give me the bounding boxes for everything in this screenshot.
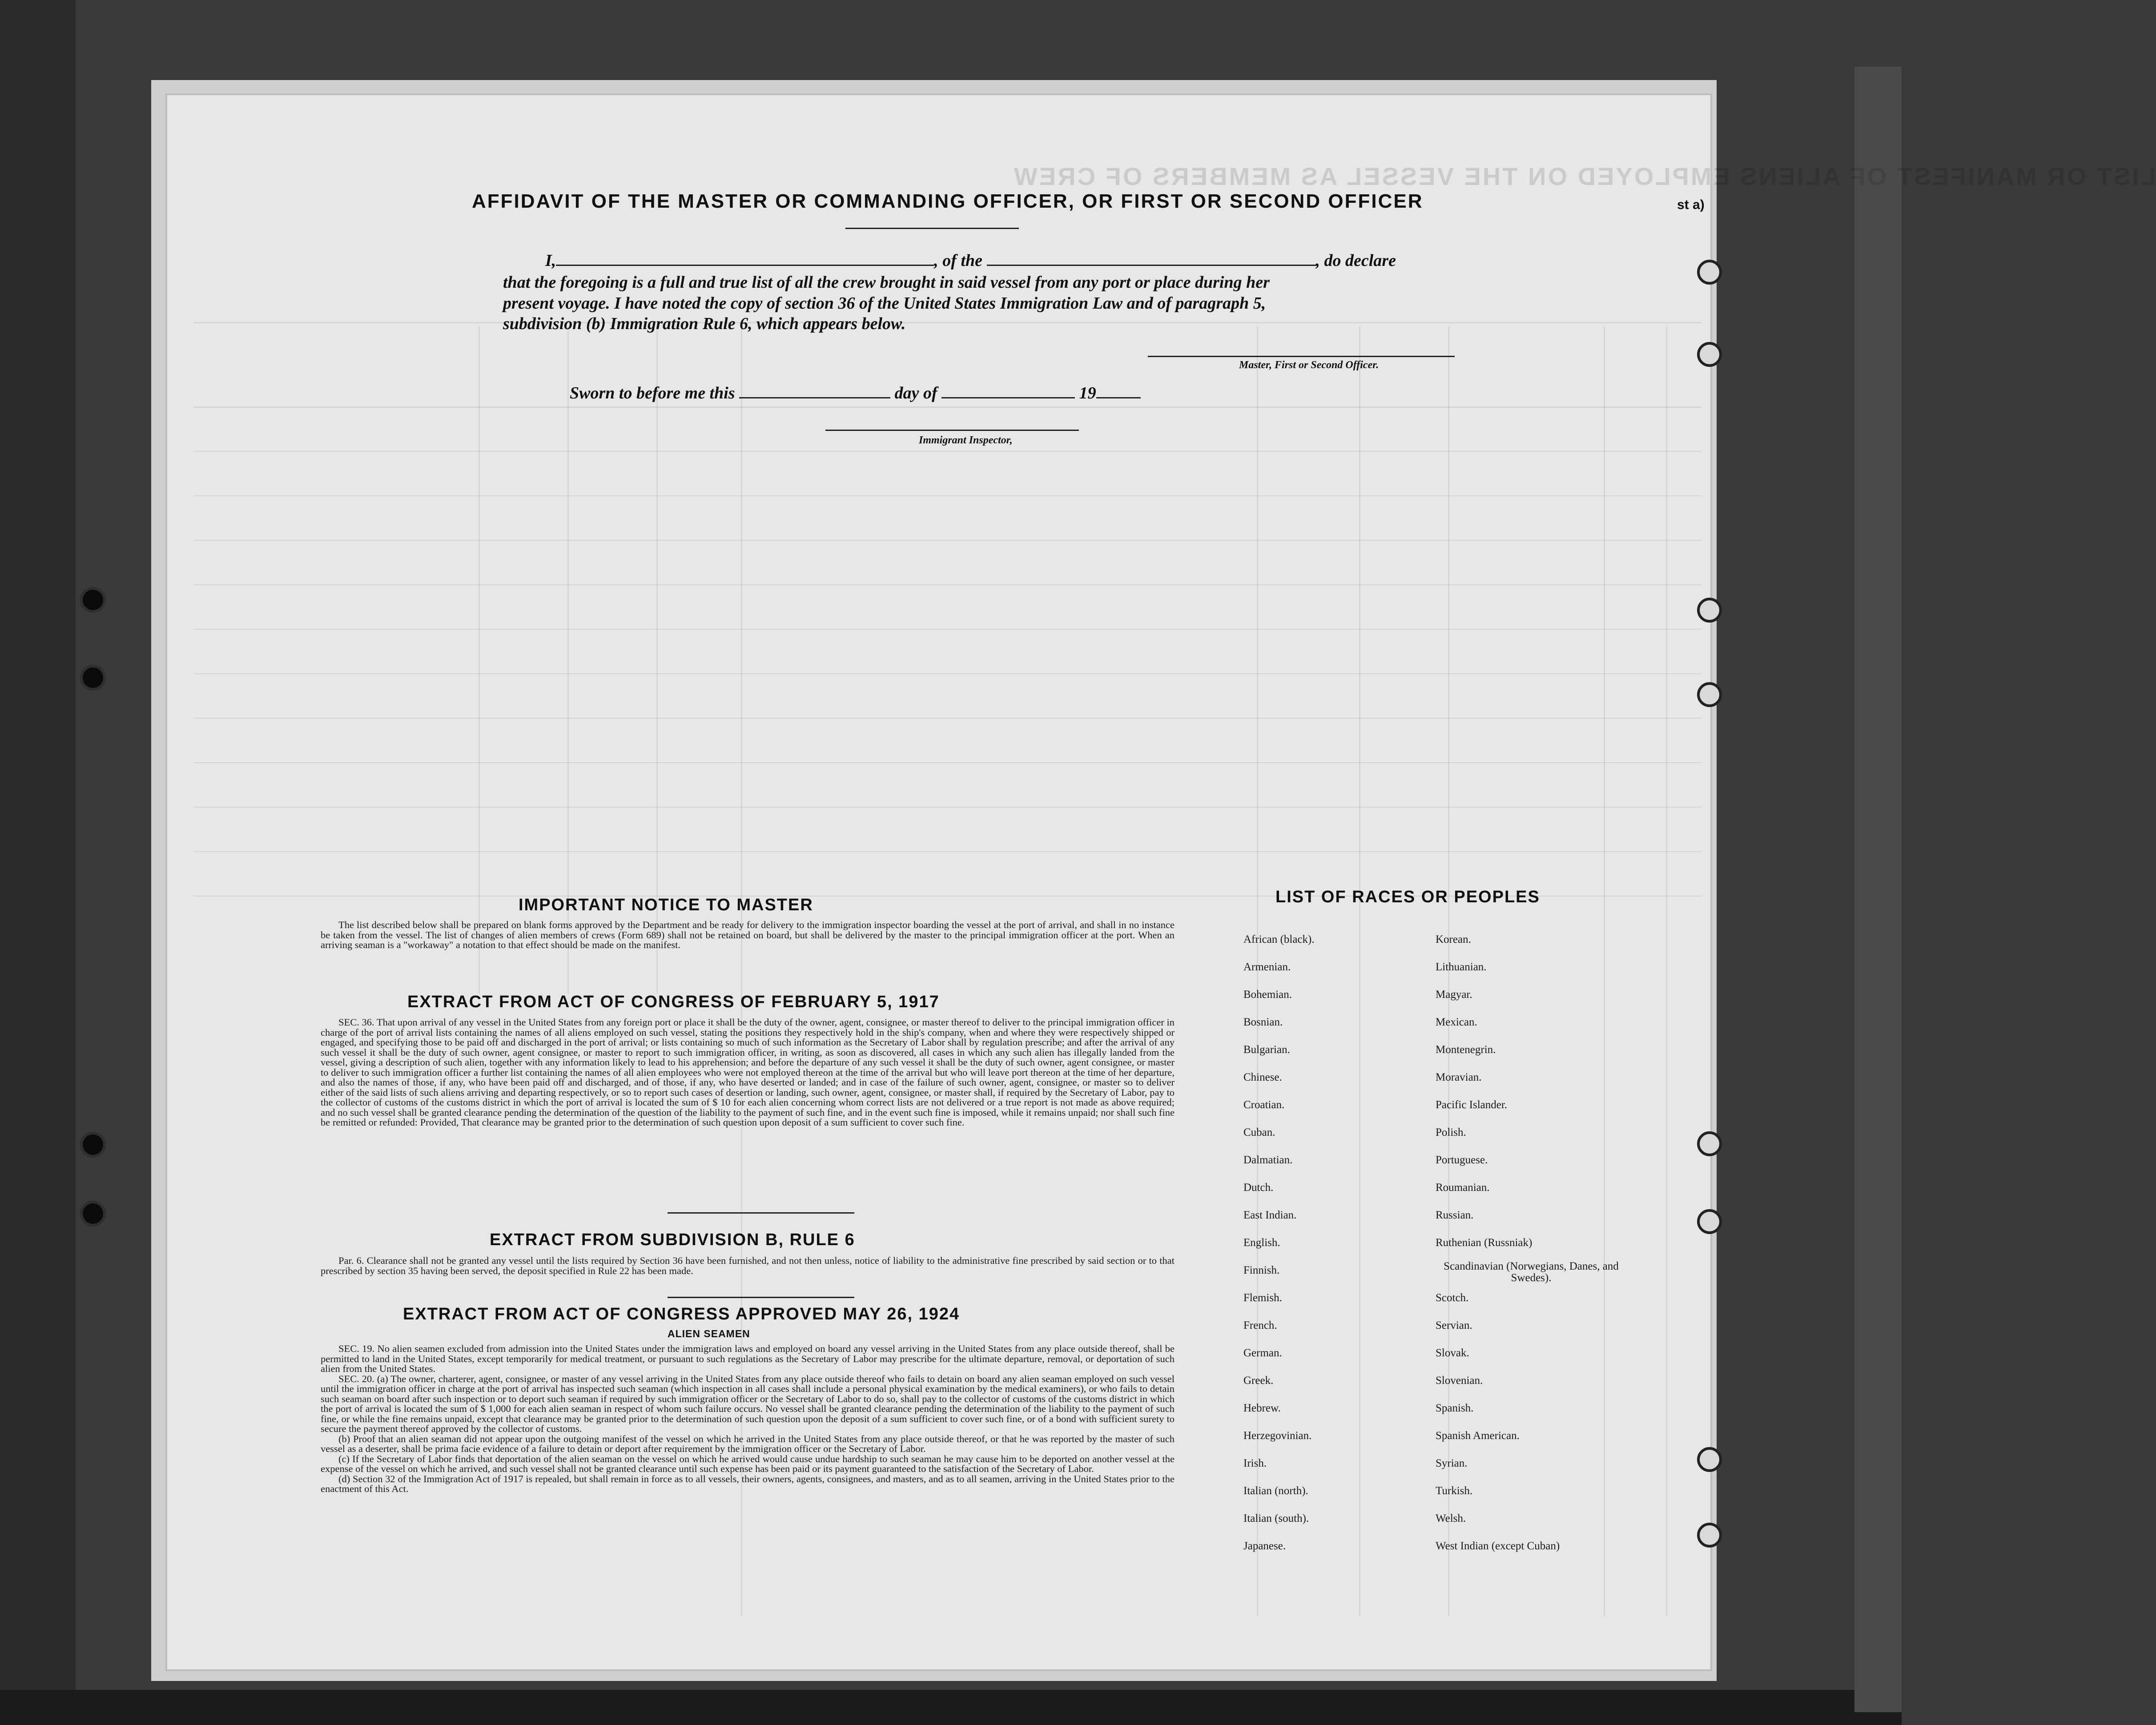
race-item: Bulgarian. (1243, 1044, 1290, 1056)
race-item: Korean. (1436, 933, 1471, 945)
race-item: Montenegrin. (1436, 1044, 1496, 1056)
ghost-rule (194, 629, 1701, 630)
race-item: Portuguese. (1436, 1154, 1488, 1166)
manifest-page (167, 95, 2156, 1669)
ghost-rule (194, 540, 1701, 541)
affidavit-do-declare: , do declare (1315, 251, 1396, 270)
races-right-column (1436, 933, 1658, 1578)
race-item: Herzegovinian. (1243, 1430, 1312, 1442)
race-item: Slovenian. (1436, 1375, 1483, 1387)
race-item: Syrian. (1436, 1457, 1468, 1469)
notice-title: IMPORTANT NOTICE TO MASTER (519, 896, 813, 914)
ghost-rule (194, 762, 1701, 763)
notice-body (321, 920, 1175, 950)
ghost-rule (194, 807, 1701, 808)
race-item: Moravian. (1436, 1071, 1482, 1083)
ghost-rule (194, 673, 1701, 674)
extract-1917-paragraph: SEC. 36. That upon arrival of any vessel in the United States from any foreign port or place it shall be the duty of the owner, agent, consignee, or master thereof to deliver to the principal immigration officer in charge of the port of arrival lists containing the names of all aliens employed on such vessel, stating the positions they respectively hold in the ship's company, when and where they were respectively shipped or engaged, and specifying those to be paid off and discharged in the port of arrival; or lists containing so much of such information as the Secretary of Labor shall by regulation prescribe; and after the arrival of any such vessel it shall be the duty of such owner, agent consignee, or master to report to such immigration officer, in writing, as soon as discovered, all cases in which any such alien has illegally landed from the vessel, giving a description of such alien, together with any information likely to lead to his apprehension; and before the departure of any such vessel it shall be the duty of such owner, agent consignee, or master to deliver to such immigration officer a further list containing the names of all alien employees who were not employed thereon at the time of the arrival but who will leave port thereon at the time of her departure, and also the names of those, if any, who have been paid off and discharged, and of those, if any, who have deserted or landed; and in case of the failure of such owner, agent, consignee, or master so to deliver either of the said lists of such aliens arriving and departing respectively, or so to report such cases of desertion or landing, such owner, agent, consignee, or master shall, if required by the Secretary of Labor, pay to the collector of customs of the customs district in which the port of arrival is located the sum of $ 10 for each alien concerning whom correct lists are not delivered or a true report is not made as above required; and no such vessel shall be granted clearance pending the determination of the question of the liability to the payment of such fine, and in the event such fine is imposed, while it remains unpaid; nor shall such fine be remitted or refunded: Provided, That clearance may be granted prior to the determination of such question upon deposit of a sum sufficient to cover such fine. (321, 1017, 1175, 1128)
affidavit-line2: that the foregoing is a full and true list of all the crew brought in said vessel from any port or place during her (503, 273, 1270, 292)
binder-hole-right (1697, 1523, 1722, 1548)
inspector-label: Immigrant Inspector, (919, 434, 1013, 446)
sec20b-paragraph: (b) Proof that an alien seaman did not appear upon the outgoing manifest of the vessel on which he arrived in the United States from any place outside thereof, or that he was reported by the master of such vessel as a deserter, shall be prima facie evidence of a failure to detain or deport after requirement by the immigration officer or the Secretary of Labor. (321, 1433, 1175, 1454)
sworn-year-blank (1096, 397, 1141, 398)
race-item: Bohemian. (1243, 989, 1292, 1001)
race-item: Chinese. (1243, 1071, 1282, 1083)
ghost-rule (194, 851, 1701, 852)
ghost-column (567, 326, 569, 993)
ghost-column (479, 326, 480, 993)
extract-1924-title: EXTRACT FROM ACT OF CONGRESS APPROVED MAY 26, 1924 (403, 1305, 960, 1323)
extract-1924-subtitle: ALIEN SEAMEN (668, 1328, 750, 1339)
race-item: Spanish. (1436, 1402, 1474, 1414)
bottom-dark-edge (0, 1690, 1902, 1725)
ghost-column (1666, 326, 1667, 1616)
race-item: Japanese. (1243, 1540, 1286, 1552)
rule6-paragraph: Par. 6. Clearance shall not be granted any vessel until the lists required by Section 36 have been furnished, and not then unless, notice of liability to the administrative fine prescribed by said section or to that prescribed by section 35 having been served, the deposit specified in Rule 22 has been made. (321, 1255, 1175, 1276)
ghost-rule (194, 584, 1701, 585)
sec19-paragraph: SEC. 19. No alien seamen excluded from admission into the United States under the immigration laws and employed on board any vessel arriving in the United States from any place outside thereof, shall be permitted to land in the United States, except temporarily for medical treatment, or pursuant to such regulations as the Secretary of Labor may prescribe for the ultimate departure, removal, or deportation of such alien from the United States. (321, 1343, 1175, 1374)
ghost-column (656, 326, 658, 993)
sworn-month-blank (941, 397, 1075, 398)
affidavit-line1 (545, 251, 1396, 270)
race-item: Pacific Islander. (1436, 1099, 1508, 1111)
corner-mark: st a) (1677, 197, 1705, 212)
extract-1917-title: EXTRACT FROM ACT OF CONGRESS OF FEBRUARY 5, 1917 (407, 993, 940, 1011)
binder-hole-right (1697, 598, 1722, 623)
race-item: Roumanian. (1436, 1182, 1490, 1194)
race-item: Russian. (1436, 1209, 1474, 1221)
master-label: Master, First or Second Officer. (1239, 359, 1379, 371)
race-item: Magyar. (1436, 989, 1472, 1001)
race-item: West Indian (except Cuban) (1436, 1540, 1560, 1552)
binder-hole-right (1697, 260, 1722, 285)
race-item: Armenian. (1243, 961, 1291, 973)
rule6-body (321, 1256, 1175, 1276)
ghost-manifest-header: LIST OR MANIFEST OF ALIENS EMPLOYED ON THE VESSEL AS MEMBERS OF CREW (1012, 162, 2156, 190)
sec20d-paragraph: (d) Section 32 of the Immigration Act of 1917 is repealed, but shall remain in force as to all vessels, their owners, agents, consignees, and masters, and as to all seamen, arriving in the United States prior to the enactment of this Act. (321, 1473, 1175, 1494)
binder-hole-right (1697, 1209, 1722, 1234)
binder-hole (80, 587, 106, 613)
sworn-day-blank (739, 397, 890, 398)
binder-hole (80, 1201, 106, 1226)
race-item: Turkish. (1436, 1485, 1473, 1497)
master-signature-line (1148, 356, 1455, 357)
affidavit-line4: subdivision (b) Immigration Rule 6, which appears below. (503, 314, 906, 333)
extract-1917-body (321, 1017, 1175, 1128)
sec20c-paragraph: (c) If the Secretary of Labor finds that deportation of the alien seaman on the vessel on which he arrived would cause undue hardship to such seaman he may cause him to be deported on another vessel at the expense of the vessel on which he arrived, and such vessel shall not be granted clearance until such expense has been paid or its payment guaranteed to the satisfaction of the Secretary of Labor. (321, 1453, 1175, 1474)
race-item: Italian (south). (1243, 1512, 1309, 1524)
affidavit-title: AFFIDAVIT OF THE MASTER OR COMMANDING OFFICER, OR FIRST OR SECOND OFFICER (472, 190, 1424, 212)
race-item: Slovak. (1436, 1347, 1469, 1359)
sworn-year: 19 (1079, 384, 1096, 402)
race-item: Lithuanian. (1436, 961, 1487, 973)
race-item: Scotch. (1436, 1292, 1469, 1304)
section-divider (668, 1212, 854, 1214)
race-item: Dutch. (1243, 1182, 1274, 1194)
race-item: Greek. (1243, 1375, 1274, 1387)
race-item: East Indian. (1243, 1209, 1297, 1221)
affidavit-line3: present voyage. I have noted the copy of section 36 of the United States Immigration Law and of paragraph 5, (503, 294, 1266, 313)
sworn-day-of: day of (894, 384, 937, 402)
notice-paragraph: The list described below shall be prepared on blank forms approved by the Department and be ready for delivery to the immigration inspector boarding the vessel at the port of arrival, and shall in no instance be taken from the vessel. The list of changes of alien members of crews (Form 689) shall not be retained on board, but shall be delivered by the master to the principal immigration officer at the port. When an arriving seaman is a "workaway" a notation to that effect should be made on the manifest. (321, 919, 1175, 950)
race-item: Dalmatian. (1243, 1154, 1293, 1166)
races-left-column (1243, 933, 1421, 1578)
race-item: Mexican. (1436, 1016, 1477, 1028)
race-item: Welsh. (1436, 1512, 1466, 1524)
race-item: Ruthenian (Russniak) (1436, 1237, 1533, 1249)
binder-hole-right (1697, 342, 1722, 367)
race-item: Polish. (1436, 1126, 1466, 1138)
ghost-rule (194, 718, 1701, 719)
race-item: Spanish American. (1436, 1430, 1520, 1442)
section-divider (668, 1297, 854, 1298)
binder-hole-right (1697, 682, 1722, 707)
inspector-signature-line (825, 430, 1079, 431)
affidavit-of-the: , of the (934, 251, 983, 270)
race-item: Scandinavian (Norwegians, Danes, and Swedes). (1444, 1260, 1619, 1284)
race-item: French. (1243, 1319, 1277, 1331)
vessel-blank (987, 265, 1316, 266)
right-edge (1854, 67, 1902, 1712)
ghost-rule (194, 451, 1701, 452)
binder-hole (80, 665, 106, 691)
race-item: Finnish. (1243, 1264, 1280, 1276)
race-item: Croatian. (1243, 1099, 1285, 1111)
binder-hole (80, 1132, 106, 1158)
race-item: English. (1243, 1237, 1280, 1249)
sworn-prefix: Sworn to before me this (570, 384, 735, 402)
extract-1924-body (321, 1344, 1175, 1494)
sworn-line (570, 383, 1141, 403)
race-item: Italian (north). (1243, 1485, 1308, 1497)
title-underline (845, 228, 1019, 229)
ghost-rule (194, 322, 1701, 323)
race-item: Servian. (1436, 1319, 1472, 1331)
race-item: Cuban. (1243, 1126, 1275, 1138)
affidavit-i: I, (545, 251, 556, 270)
binder-hole-right (1697, 1131, 1722, 1156)
race-item: Hebrew. (1243, 1402, 1281, 1414)
name-blank (556, 265, 934, 266)
sec20a-paragraph: SEC. 20. (a) The owner, charterer, agent, consignee, or master of any vessel arriving in the United States from any place outside thereof who fails to detain on board any alien seaman employed on such vessel until the immigration officer in charge at the port of arrival has inspected such seaman (which inspection in all cases shall include a personal physical examination by the medical examiners), or who fails to detain such seaman on board after such inspection or to deport such seaman if required by such immigration officer or the Secretary of Labor to do so, shall pay to the collector of customs of the customs district in which the port of arrival is located the sum of $ 1,000 for each alien seaman in respect of whom such failure occurs. No vessel shall be granted clearance pending the determination of the liability to the payment of such fine, or while the fine remains unpaid, except that clearance may be granted prior to the determination of such question upon the deposit of a sum sufficient to cover such fine, or of a bond with sufficient surety to secure the payment thereof approved by the collector of customs. (321, 1373, 1175, 1434)
race-item: African (black). (1243, 933, 1315, 945)
left-binding-edge (0, 0, 76, 1725)
races-title: LIST OF RACES OR PEOPLES (1275, 888, 1540, 906)
race-item: Flemish. (1243, 1292, 1282, 1304)
race-item: Bosnian. (1243, 1016, 1283, 1028)
ghost-rule (194, 406, 1701, 408)
race-item: Irish. (1243, 1457, 1267, 1469)
rule6-title: EXTRACT FROM SUBDIVISION B, RULE 6 (490, 1230, 855, 1249)
race-item: German. (1243, 1347, 1282, 1359)
ghost-rule (194, 495, 1701, 496)
binder-hole-right (1697, 1447, 1722, 1472)
